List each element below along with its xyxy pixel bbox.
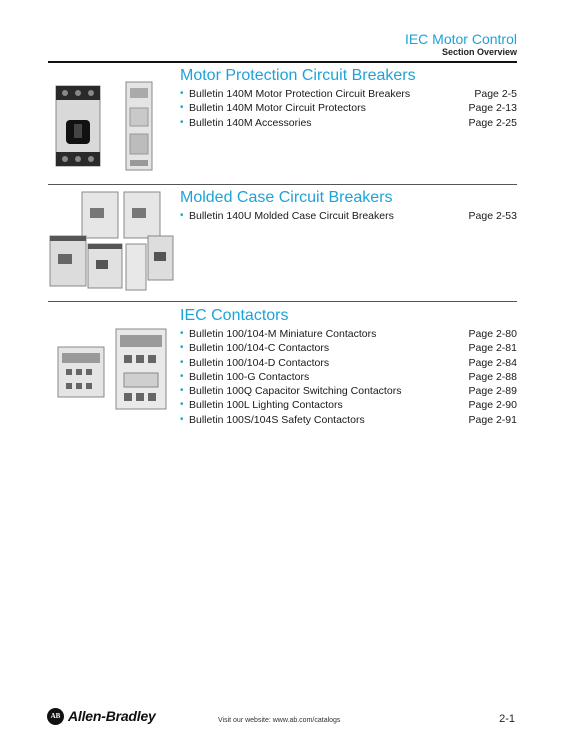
section-items <box>180 209 517 223</box>
list-item <box>180 356 517 370</box>
list-item <box>180 413 517 427</box>
item-page: Page 2-5 <box>474 88 517 100</box>
item-page: Page 2-13 <box>468 102 517 115</box>
section-items <box>180 327 517 427</box>
item-label: Bulletin 140M Accessories <box>189 116 312 129</box>
item-label: Bulletin 140U Molded Case Circuit Breakers <box>189 210 394 222</box>
section-divider <box>48 301 517 302</box>
item-page: Page 2-89 <box>468 385 517 398</box>
section-title: Motor Protection Circuit Breakers <box>180 67 416 84</box>
item-page: Page 2-25 <box>468 116 517 129</box>
list-item <box>180 398 517 412</box>
item-label: Bulletin 140M Motor Protection Circuit Breakers <box>189 88 411 100</box>
item-label: Bulletin 100/104-M Miniature Contactors <box>189 328 377 340</box>
item-page: Page 2-88 <box>468 370 517 383</box>
item-page: Page 2-81 <box>468 342 517 355</box>
bullet-icon: • <box>180 342 184 354</box>
list-item <box>180 327 517 341</box>
section-title: IEC Contactors <box>180 307 289 324</box>
bullet-icon: • <box>180 88 184 99</box>
list-item <box>180 101 517 115</box>
item-page: Page 2-53 <box>468 210 517 222</box>
header-title: IEC Motor Control <box>404 31 517 47</box>
bullet-icon: • <box>180 328 184 339</box>
item-label: Bulletin 100S/104S Safety Contactors <box>189 413 365 426</box>
page-number: 2-1 <box>499 713 515 725</box>
section-items <box>180 87 517 130</box>
header-subtitle: Section Overview <box>441 47 517 57</box>
bullet-icon: • <box>180 370 184 382</box>
bullet-icon: • <box>180 413 184 425</box>
list-item <box>180 384 517 398</box>
bullet-icon: • <box>180 102 184 114</box>
item-label: Bulletin 100-G Contactors <box>189 370 310 383</box>
section-molded-case <box>48 189 517 249</box>
item-label: Bulletin 100/104-C Contactors <box>189 342 330 355</box>
item-label: Bulletin 100/104-D Contactors <box>189 356 330 369</box>
item-label: Bulletin 140M Motor Circuit Protectors <box>189 102 366 115</box>
ab-logo-icon: AB <box>47 708 64 725</box>
item-label: Bulletin 100L Lighting Contactors <box>189 399 343 412</box>
list-item <box>180 87 517 101</box>
header-rule <box>48 61 517 63</box>
section-iec-contactors <box>48 307 517 437</box>
item-label: Bulletin 100Q Capacitor Switching Contactors <box>189 385 402 398</box>
bullet-icon: • <box>180 399 184 411</box>
bullet-icon: • <box>180 356 184 368</box>
section-title: Molded Case Circuit Breakers <box>180 189 393 206</box>
list-item <box>180 209 517 223</box>
list-item <box>180 370 517 384</box>
bullet-icon: • <box>180 210 184 221</box>
item-page: Page 2-80 <box>468 328 517 340</box>
brand-name: Allen-Bradley <box>68 708 156 724</box>
list-item <box>180 116 517 130</box>
item-page: Page 2-90 <box>468 399 517 412</box>
website-text: Visit our website: www.ab.com/catalogs <box>218 717 341 724</box>
bullet-icon: • <box>180 116 184 128</box>
bullet-icon: • <box>180 385 184 397</box>
section-motor-protection <box>48 67 517 177</box>
list-item <box>180 341 517 355</box>
section-divider <box>48 184 517 185</box>
item-page: Page 2-91 <box>468 413 517 426</box>
item-page: Page 2-84 <box>468 356 517 369</box>
